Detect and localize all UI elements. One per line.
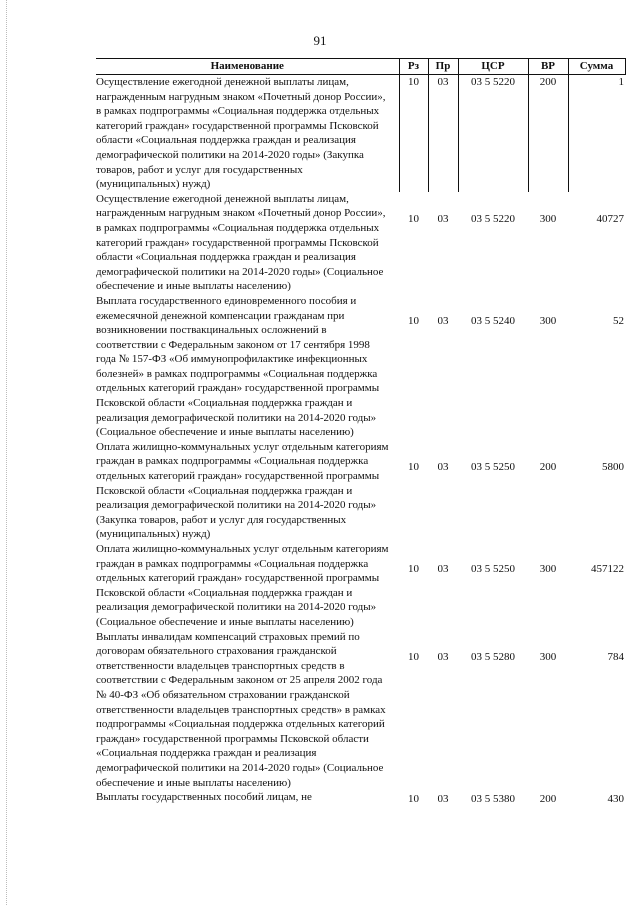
row-vr: 300	[539, 314, 557, 327]
row-vr: 300	[539, 563, 557, 575]
header-vr: ВР	[528, 59, 568, 75]
row-csr: 03 5 5250	[471, 460, 515, 473]
row-csr: 03 5 5250	[471, 563, 515, 575]
row-csr: 03 5 5220	[471, 212, 515, 225]
row-rz: 10	[399, 75, 428, 192]
row-pr: 03	[437, 460, 449, 473]
row-name: Выплата государственного единовременного пособия и ежемесячной денежной компенсации гражданам при возникновении поствакцинальных осложнений в соответствии с Федеральным законом от 17 сентября 1998 года № 157-ФЗ «Об иммунопрофилактике инфекционных болезней» в рамках подпрограммы «Социальная поддержка отдельных категорий граждан» государственной программы Псковской области «Социальная поддержка граждан и реализация демографической политики на 2014-2020 годы» (Социальное обеспечение и иные выплаты населению)	[96, 294, 380, 439]
header-sum: Сумма	[568, 59, 625, 75]
row-rz: 10	[408, 314, 419, 327]
row-name: Выплаты инвалидам компенсаций страховых премий по договорам обязательного страхования гражданской ответственности владельцев транспортных средств в соответствии с Федеральным законом от 25 апреля 2002 года № 40-ФЗ «Об обязательном страховании гражданской ответственности владельцев транспортных средств» в рамках подпрограммы «Социальная поддержка отдельных категорий граждан» государственной программы Псковской области «Социальная поддержка граждан и реализация демографической политики на 2014-2020 годы» (Социальное обеспечение и иные выплаты населению)	[96, 630, 386, 789]
row-vr: 300	[539, 650, 557, 663]
header-pr: Пр	[428, 59, 458, 75]
row-pr: 03	[437, 314, 449, 327]
row-rz: 10	[408, 793, 419, 806]
row-name: Осуществление ежегодной денежной выплаты лицам, награжденным нагрудным знаком «Почетный донор России», в рамках подпрограммы «Социальная поддержка отдельных категорий граждан» государственной программы Псковской области «Социальная поддержка граждан и реализация демографической политики на 2014-2020 годы» (Социальное обеспечение и иные выплаты населению)	[96, 192, 386, 293]
row-rz: 10	[408, 460, 419, 473]
row-name: Осуществление ежегодной денежной выплаты лицам, награжденным нагрудным знаком «Почетный донор России», в рамках подпрограммы «Социальная поддержка отдельных категорий граждан» государственной программы Псковской области «Социальная поддержка граждан и реализация демографической политики на 2014-2020 годы» (Закупка товаров, работ и услуг для государственных (муниципальных) нужд)	[96, 76, 386, 191]
row-csr: 03 5 5220	[458, 75, 528, 192]
table-row	[96, 192, 625, 294]
table-row	[96, 630, 625, 791]
row-sum: 430	[607, 793, 624, 806]
budget-table	[96, 58, 626, 807]
row-rz: 10	[408, 650, 419, 663]
row-pr: 03	[428, 75, 458, 192]
row-sum: 5800	[602, 460, 624, 473]
row-sum: 52	[613, 314, 624, 327]
header-rz: Рз	[399, 59, 428, 75]
row-name: Оплата жилищно-коммунальных услуг отдельным категориям граждан в рамках подпрограммы «Социальная поддержка отдельных категорий граждан» государственной программы Псковской области «Социальная поддержка граждан и реализация демографической политики на 2014-2020 годы» (Социальное обеспечение и иные выплаты населению)	[96, 543, 389, 628]
row-pr: 03	[437, 793, 449, 806]
row-vr: 200	[528, 75, 568, 192]
table-row	[96, 440, 625, 542]
row-vr: 200	[539, 460, 557, 473]
row-sum: 457122	[591, 563, 624, 575]
header-name: Наименование	[96, 59, 399, 75]
header-csr: ЦСР	[458, 59, 528, 75]
row-vr: 300	[539, 212, 557, 225]
row-sum: 1	[568, 75, 625, 192]
row-pr: 03	[437, 563, 449, 575]
row-csr: 03 5 5280	[471, 650, 515, 663]
table-row	[96, 790, 625, 807]
row-pr: 03	[437, 212, 449, 225]
row-vr: 200	[539, 793, 557, 806]
row-pr: 03	[437, 650, 449, 663]
budget-table-container	[96, 58, 625, 807]
row-sum: 784	[607, 650, 624, 663]
table-header-row	[96, 59, 625, 75]
row-rz: 10	[408, 212, 419, 225]
table-row	[96, 75, 625, 192]
table-row	[96, 542, 625, 630]
row-csr: 03 5 5380	[471, 793, 515, 806]
row-csr: 03 5 5240	[471, 314, 515, 327]
table-row	[96, 294, 625, 440]
page-edge-line	[6, 0, 7, 905]
row-name: Оплата жилищно-коммунальных услуг отдельным категориям граждан в рамках подпрограммы «Социальная поддержка отдельных категорий граждан» государственной программы Псковской области «Социальная поддержка граждан и реализация демографической политики на 2014-2020 годы» (Закупка товаров, работ и услуг для государственных (муниципальных) нужд)	[96, 440, 389, 541]
page-number: 91	[313, 33, 327, 48]
row-name: Выплаты государственных пособий лицам, не	[96, 791, 312, 804]
row-rz: 10	[408, 563, 419, 575]
row-sum: 40727	[596, 212, 624, 225]
